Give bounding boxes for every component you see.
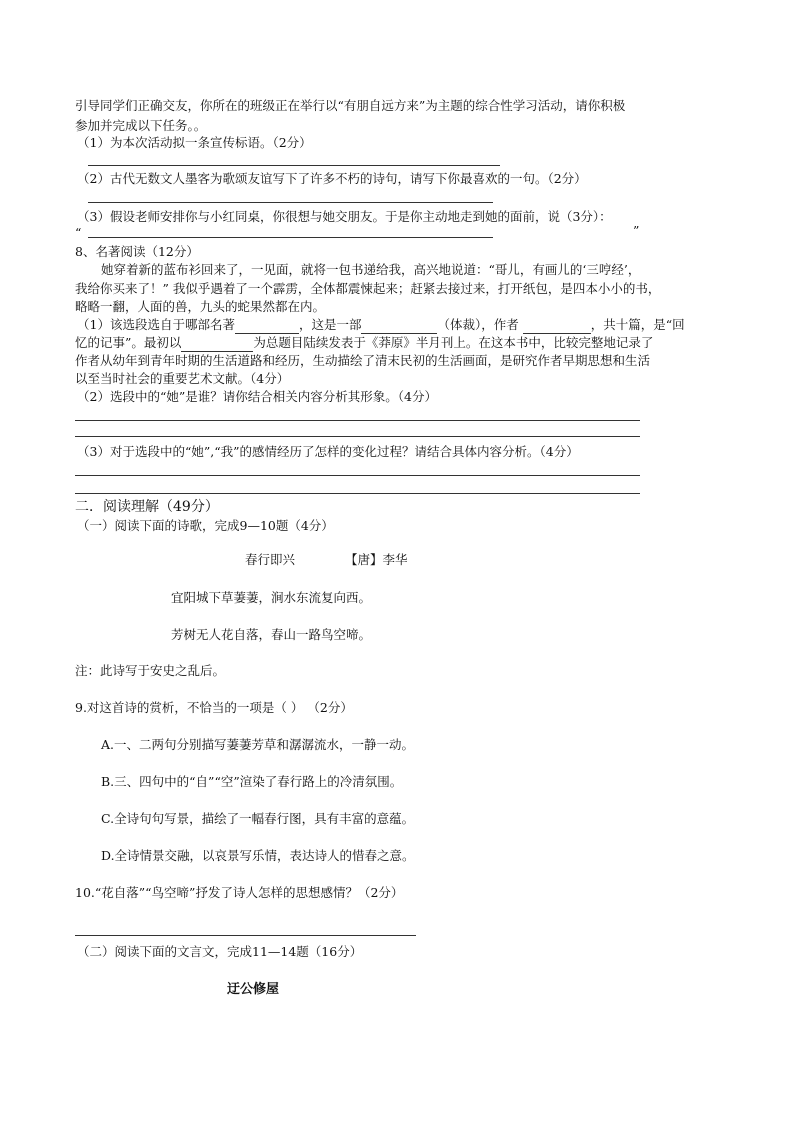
q8-sub1-line-3: 作者从幼年到青年时期的生活道路和经历，生动描绘了清末民初的生活画面，是研究作者早期思想和生活 (75, 353, 651, 368)
task-3-open-quote: “ (75, 225, 82, 240)
blank-author[interactable] (523, 320, 591, 334)
q8-sub2-answer-line-1[interactable] (75, 420, 640, 421)
poem-title: 春行即兴 (245, 552, 296, 567)
section-2-title: 二．阅读理解（49分） (75, 499, 219, 515)
q10-prompt: 10.“花自落”“鸟空啼”抒发了诗人怎样的思想感情？（2分） (75, 885, 404, 900)
intro-line-2: 参加并完成以下任务。。 (75, 118, 207, 133)
q8-title: 8、名著阅读（12分） (75, 244, 199, 259)
q8-passage-line-2: 我给你买来了！” 我似乎遇着了一个霹雳，全体都震悚起来；赶紧去接过来，打开纸包，是四本小小的书， (75, 281, 661, 296)
intro-line-1: 引导同学们正确交友，你所在的班级正在举行以“有朋自远方来”为主题的综合性学习活动，请你积极 (75, 98, 626, 113)
q8-sub2-prompt: （2）选段中的“她”是谁？请你结合相关内容分析其形象。（4分） (77, 389, 437, 404)
q9-option-d[interactable]: D.全诗情景交融，以哀景写乐情，表达诗人的惜春之意。 (101, 848, 415, 863)
q9-prompt: 9.对这首诗的赏析，不恰当的一项是（ ） （2分） (75, 700, 353, 715)
blank-original-title[interactable] (181, 338, 253, 352)
q8-sub3-answer-line-2[interactable] (75, 493, 640, 494)
q8-passage-line-1: 她穿着新的蓝布衫回来了，一见面，就将一包书递给我，高兴地说道：“哥儿，有画儿的‘三哼经’， (101, 262, 641, 277)
q8-sub1-line-4: 以至当时社会的重要艺术文献。（4分） (75, 371, 290, 386)
q8-sub2-answer-line-2[interactable] (75, 436, 640, 437)
poem-line-1: 宜阳城下草萋萋，涧水东流复向西。 (171, 590, 372, 605)
task-2-answer-line[interactable] (88, 202, 493, 203)
task-3-close-quote: ” (633, 223, 640, 238)
prose-title: 迂公修屋 (227, 982, 280, 997)
q9-option-a[interactable]: A.一、二两句分别描写萋萋芳草和潺潺流水，一静一动。 (101, 737, 415, 752)
task-2-prompt: （2）古代无数文人墨客为歌颂友谊写下了许多不朽的诗句，请写下你最喜欢的一句。（2分） (77, 171, 587, 186)
task-3-answer-line[interactable] (88, 237, 493, 238)
poem-note: 注：此诗写于安史之乱后。 (75, 663, 226, 678)
q9-option-b[interactable]: B.三、四句中的“自”“空”渲染了春行路上的冷清氛围。 (101, 774, 403, 789)
poem-line-2: 芳树无人花自落，春山一路鸟空啼。 (171, 627, 372, 642)
blank-work-title[interactable] (235, 320, 299, 334)
q8-sub3-prompt: （3）对于选段中的“她”,“我”的感情经历了怎样的变化过程？请结合具体内容分析。（4分） (77, 444, 579, 459)
q8-passage-line-3: 略略一翻，人面的兽，九头的蛇果然都在内。 (75, 299, 326, 314)
q8-sub3-answer-line-1[interactable] (75, 475, 640, 476)
part-2-instructions: （二）阅读下面的文言文，完成11—14题（16分） (77, 944, 363, 959)
task-3-prompt: （3）假设老师安排你与小红同桌，你很想与她交朋友。于是你主动地走到她的面前，说（3分）： (77, 209, 612, 224)
q8-sub1-line-1: （1）该选段选自于哪部名著 ，这是一部 （体裁），作者 ，共十篇，是“回 (77, 317, 685, 332)
task-1-prompt: （1）为本次活动拟一条宣传标语。（2分） (77, 135, 312, 150)
q8-sub1-line-2: 忆的记事”。最初以 为总题目陆续发表于《莽原》半月刊上。在这本书中，比较完整地记录了 (75, 335, 654, 350)
task-1-answer-line[interactable] (88, 165, 500, 166)
q10-answer-line[interactable] (75, 935, 416, 936)
q9-option-c[interactable]: C.全诗句句写景，描绘了一幅春行图，具有丰富的意蕴。 (101, 811, 415, 826)
poem-author: 【唐】李华 (345, 552, 408, 567)
blank-genre[interactable] (361, 320, 437, 334)
part-1-instructions: （一）阅读下面的诗歌，完成9—10题（4分） (77, 518, 334, 533)
